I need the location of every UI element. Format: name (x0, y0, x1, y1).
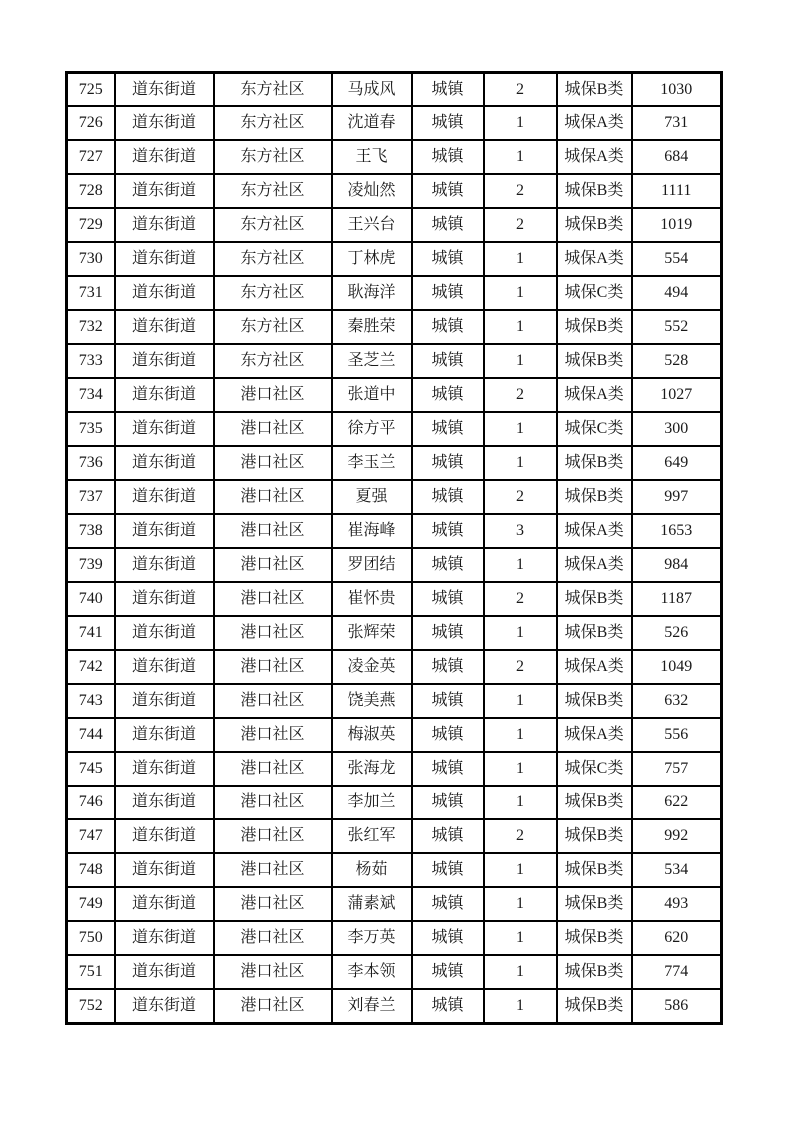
cell-amount: 1027 (632, 378, 722, 412)
cell-community: 港口社区 (214, 786, 332, 820)
cell-serial-number: 729 (67, 208, 115, 242)
cell-serial-number: 732 (67, 310, 115, 344)
cell-assistance-category: 城保B类 (557, 684, 632, 718)
cell-amount: 586 (632, 989, 722, 1023)
cell-amount: 1111 (632, 174, 722, 208)
cell-assistance-category: 城保B类 (557, 73, 632, 107)
table-row (67, 480, 722, 514)
cell-serial-number: 748 (67, 853, 115, 887)
table-row (67, 276, 722, 310)
table-row (67, 344, 722, 378)
cell-person-name: 凌灿然 (332, 174, 412, 208)
cell-hukou-type: 城镇 (412, 242, 484, 276)
cell-street: 道东街道 (115, 887, 214, 921)
cell-assistance-category: 城保B类 (557, 174, 632, 208)
cell-assistance-category: 城保B类 (557, 887, 632, 921)
records-table (65, 71, 723, 1025)
cell-serial-number: 740 (67, 582, 115, 616)
cell-person-name: 王飞 (332, 140, 412, 174)
cell-amount: 528 (632, 344, 722, 378)
cell-person-name: 马成风 (332, 73, 412, 107)
cell-assistance-category: 城保B类 (557, 480, 632, 514)
cell-person-name: 崔怀贵 (332, 582, 412, 616)
cell-person-name: 圣芝兰 (332, 344, 412, 378)
cell-street: 道东街道 (115, 344, 214, 378)
cell-household-count: 1 (484, 752, 557, 786)
cell-household-count: 2 (484, 378, 557, 412)
cell-street: 道东街道 (115, 616, 214, 650)
cell-assistance-category: 城保A类 (557, 242, 632, 276)
cell-street: 道东街道 (115, 650, 214, 684)
cell-hukou-type: 城镇 (412, 955, 484, 989)
table-row (67, 684, 722, 718)
table-row (67, 582, 722, 616)
cell-serial-number: 737 (67, 480, 115, 514)
cell-hukou-type: 城镇 (412, 921, 484, 955)
cell-amount: 684 (632, 140, 722, 174)
cell-amount: 300 (632, 412, 722, 446)
cell-household-count: 2 (484, 650, 557, 684)
cell-serial-number: 744 (67, 718, 115, 752)
cell-amount: 997 (632, 480, 722, 514)
cell-community: 港口社区 (214, 752, 332, 786)
cell-hukou-type: 城镇 (412, 650, 484, 684)
cell-serial-number: 746 (67, 786, 115, 820)
cell-amount: 526 (632, 616, 722, 650)
cell-household-count: 2 (484, 174, 557, 208)
cell-person-name: 耿海洋 (332, 276, 412, 310)
cell-household-count: 1 (484, 310, 557, 344)
cell-assistance-category: 城保A类 (557, 140, 632, 174)
table-row (67, 446, 722, 480)
cell-hukou-type: 城镇 (412, 752, 484, 786)
cell-street: 道东街道 (115, 378, 214, 412)
cell-person-name: 凌金英 (332, 650, 412, 684)
cell-street: 道东街道 (115, 310, 214, 344)
cell-community: 港口社区 (214, 548, 332, 582)
cell-household-count: 2 (484, 73, 557, 107)
table-row (67, 378, 722, 412)
cell-community: 港口社区 (214, 412, 332, 446)
cell-community: 港口社区 (214, 718, 332, 752)
cell-assistance-category: 城保B类 (557, 310, 632, 344)
cell-person-name: 张辉荣 (332, 616, 412, 650)
cell-serial-number: 726 (67, 106, 115, 140)
cell-person-name: 崔海峰 (332, 514, 412, 548)
cell-community: 东方社区 (214, 208, 332, 242)
cell-household-count: 2 (484, 208, 557, 242)
cell-hukou-type: 城镇 (412, 582, 484, 616)
cell-street: 道东街道 (115, 242, 214, 276)
table-row (67, 989, 722, 1023)
cell-hukou-type: 城镇 (412, 140, 484, 174)
cell-amount: 731 (632, 106, 722, 140)
cell-street: 道东街道 (115, 73, 214, 107)
table-row (67, 174, 722, 208)
cell-hukou-type: 城镇 (412, 446, 484, 480)
cell-street: 道东街道 (115, 582, 214, 616)
cell-amount: 774 (632, 955, 722, 989)
cell-hukou-type: 城镇 (412, 853, 484, 887)
cell-street: 道东街道 (115, 718, 214, 752)
cell-community: 港口社区 (214, 887, 332, 921)
cell-hukou-type: 城镇 (412, 378, 484, 412)
cell-person-name: 张海龙 (332, 752, 412, 786)
table-row (67, 650, 722, 684)
cell-assistance-category: 城保B类 (557, 208, 632, 242)
cell-serial-number: 751 (67, 955, 115, 989)
cell-household-count: 1 (484, 616, 557, 650)
cell-street: 道东街道 (115, 684, 214, 718)
table-row (67, 921, 722, 955)
cell-assistance-category: 城保B类 (557, 786, 632, 820)
cell-household-count: 1 (484, 718, 557, 752)
cell-household-count: 1 (484, 921, 557, 955)
cell-amount: 757 (632, 752, 722, 786)
table-row (67, 718, 722, 752)
cell-community: 东方社区 (214, 310, 332, 344)
cell-community: 东方社区 (214, 73, 332, 107)
cell-assistance-category: 城保B类 (557, 446, 632, 480)
cell-person-name: 李加兰 (332, 786, 412, 820)
cell-street: 道东街道 (115, 514, 214, 548)
table-row (67, 514, 722, 548)
cell-household-count: 1 (484, 242, 557, 276)
cell-hukou-type: 城镇 (412, 989, 484, 1023)
cell-person-name: 徐方平 (332, 412, 412, 446)
cell-assistance-category: 城保B类 (557, 921, 632, 955)
cell-serial-number: 741 (67, 616, 115, 650)
cell-amount: 632 (632, 684, 722, 718)
cell-amount: 620 (632, 921, 722, 955)
cell-household-count: 2 (484, 819, 557, 853)
cell-hukou-type: 城镇 (412, 616, 484, 650)
cell-person-name: 李万英 (332, 921, 412, 955)
cell-street: 道东街道 (115, 921, 214, 955)
cell-assistance-category: 城保A类 (557, 548, 632, 582)
cell-street: 道东街道 (115, 548, 214, 582)
cell-street: 道东街道 (115, 208, 214, 242)
cell-person-name: 李本领 (332, 955, 412, 989)
cell-hukou-type: 城镇 (412, 718, 484, 752)
cell-assistance-category: 城保B类 (557, 582, 632, 616)
cell-community: 港口社区 (214, 989, 332, 1023)
cell-person-name: 秦胜荣 (332, 310, 412, 344)
cell-community: 港口社区 (214, 853, 332, 887)
table-row (67, 412, 722, 446)
cell-serial-number: 752 (67, 989, 115, 1023)
table-row (67, 73, 722, 107)
cell-community: 东方社区 (214, 106, 332, 140)
cell-assistance-category: 城保B类 (557, 853, 632, 887)
cell-person-name: 杨茹 (332, 853, 412, 887)
cell-household-count: 1 (484, 106, 557, 140)
table-row (67, 208, 722, 242)
cell-assistance-category: 城保B类 (557, 955, 632, 989)
cell-household-count: 1 (484, 853, 557, 887)
cell-amount: 1049 (632, 650, 722, 684)
table-row (67, 786, 722, 820)
cell-serial-number: 743 (67, 684, 115, 718)
cell-amount: 1030 (632, 73, 722, 107)
table-row (67, 819, 722, 853)
table-row (67, 752, 722, 786)
cell-hukou-type: 城镇 (412, 73, 484, 107)
table-row (67, 616, 722, 650)
cell-amount: 554 (632, 242, 722, 276)
cell-community: 港口社区 (214, 480, 332, 514)
cell-household-count: 1 (484, 412, 557, 446)
cell-amount: 493 (632, 887, 722, 921)
cell-community: 港口社区 (214, 650, 332, 684)
cell-community: 港口社区 (214, 921, 332, 955)
cell-assistance-category: 城保A类 (557, 718, 632, 752)
cell-hukou-type: 城镇 (412, 887, 484, 921)
cell-community: 港口社区 (214, 955, 332, 989)
cell-community: 港口社区 (214, 446, 332, 480)
cell-assistance-category: 城保A类 (557, 378, 632, 412)
cell-amount: 556 (632, 718, 722, 752)
cell-hukou-type: 城镇 (412, 786, 484, 820)
cell-person-name: 罗团结 (332, 548, 412, 582)
cell-amount: 984 (632, 548, 722, 582)
cell-household-count: 1 (484, 955, 557, 989)
cell-hukou-type: 城镇 (412, 684, 484, 718)
cell-household-count: 1 (484, 684, 557, 718)
cell-street: 道东街道 (115, 989, 214, 1023)
cell-amount: 1653 (632, 514, 722, 548)
cell-person-name: 张红军 (332, 819, 412, 853)
cell-household-count: 1 (484, 276, 557, 310)
cell-assistance-category: 城保C类 (557, 412, 632, 446)
records-table-body (67, 73, 722, 1024)
cell-assistance-category: 城保A类 (557, 106, 632, 140)
cell-person-name: 沈道春 (332, 106, 412, 140)
cell-amount: 534 (632, 853, 722, 887)
cell-hukou-type: 城镇 (412, 208, 484, 242)
cell-person-name: 李玉兰 (332, 446, 412, 480)
cell-household-count: 3 (484, 514, 557, 548)
table-row (67, 853, 722, 887)
table-row (67, 242, 722, 276)
cell-serial-number: 727 (67, 140, 115, 174)
cell-household-count: 2 (484, 480, 557, 514)
cell-person-name: 张道中 (332, 378, 412, 412)
cell-household-count: 1 (484, 989, 557, 1023)
cell-hukou-type: 城镇 (412, 276, 484, 310)
cell-hukou-type: 城镇 (412, 480, 484, 514)
cell-assistance-category: 城保B类 (557, 989, 632, 1023)
cell-person-name: 梅淑英 (332, 718, 412, 752)
cell-community: 港口社区 (214, 582, 332, 616)
cell-hukou-type: 城镇 (412, 344, 484, 378)
cell-assistance-category: 城保A类 (557, 650, 632, 684)
cell-hukou-type: 城镇 (412, 819, 484, 853)
cell-street: 道东街道 (115, 446, 214, 480)
cell-household-count: 1 (484, 140, 557, 174)
table-row (67, 887, 722, 921)
cell-hukou-type: 城镇 (412, 174, 484, 208)
cell-serial-number: 730 (67, 242, 115, 276)
cell-street: 道东街道 (115, 140, 214, 174)
cell-amount: 649 (632, 446, 722, 480)
cell-street: 道东街道 (115, 106, 214, 140)
cell-amount: 552 (632, 310, 722, 344)
cell-community: 港口社区 (214, 616, 332, 650)
cell-community: 东方社区 (214, 344, 332, 378)
cell-serial-number: 747 (67, 819, 115, 853)
cell-community: 港口社区 (214, 378, 332, 412)
table-row (67, 310, 722, 344)
cell-serial-number: 725 (67, 73, 115, 107)
cell-street: 道东街道 (115, 276, 214, 310)
cell-hukou-type: 城镇 (412, 412, 484, 446)
cell-amount: 1019 (632, 208, 722, 242)
cell-household-count: 1 (484, 887, 557, 921)
cell-household-count: 1 (484, 446, 557, 480)
cell-hukou-type: 城镇 (412, 548, 484, 582)
cell-amount: 992 (632, 819, 722, 853)
cell-amount: 622 (632, 786, 722, 820)
cell-serial-number: 735 (67, 412, 115, 446)
cell-community: 东方社区 (214, 174, 332, 208)
cell-serial-number: 745 (67, 752, 115, 786)
cell-household-count: 1 (484, 786, 557, 820)
cell-street: 道东街道 (115, 819, 214, 853)
cell-community: 东方社区 (214, 276, 332, 310)
cell-street: 道东街道 (115, 786, 214, 820)
cell-street: 道东街道 (115, 412, 214, 446)
cell-assistance-category: 城保B类 (557, 819, 632, 853)
cell-person-name: 王兴台 (332, 208, 412, 242)
cell-serial-number: 733 (67, 344, 115, 378)
cell-amount: 494 (632, 276, 722, 310)
cell-serial-number: 742 (67, 650, 115, 684)
cell-street: 道东街道 (115, 480, 214, 514)
cell-serial-number: 728 (67, 174, 115, 208)
cell-hukou-type: 城镇 (412, 106, 484, 140)
cell-assistance-category: 城保B类 (557, 344, 632, 378)
cell-household-count: 2 (484, 582, 557, 616)
cell-community: 港口社区 (214, 514, 332, 548)
cell-serial-number: 749 (67, 887, 115, 921)
cell-serial-number: 738 (67, 514, 115, 548)
cell-street: 道东街道 (115, 174, 214, 208)
cell-street: 道东街道 (115, 955, 214, 989)
cell-person-name: 蒲素斌 (332, 887, 412, 921)
cell-community: 港口社区 (214, 819, 332, 853)
cell-serial-number: 734 (67, 378, 115, 412)
cell-assistance-category: 城保B类 (557, 616, 632, 650)
cell-community: 东方社区 (214, 242, 332, 276)
cell-hukou-type: 城镇 (412, 514, 484, 548)
cell-amount: 1187 (632, 582, 722, 616)
cell-serial-number: 736 (67, 446, 115, 480)
cell-serial-number: 731 (67, 276, 115, 310)
table-row (67, 140, 722, 174)
cell-street: 道东街道 (115, 853, 214, 887)
cell-person-name: 饶美燕 (332, 684, 412, 718)
cell-serial-number: 739 (67, 548, 115, 582)
cell-street: 道东街道 (115, 752, 214, 786)
table-row (67, 955, 722, 989)
cell-person-name: 丁林虎 (332, 242, 412, 276)
cell-community: 港口社区 (214, 684, 332, 718)
cell-hukou-type: 城镇 (412, 310, 484, 344)
table-row (67, 106, 722, 140)
cell-serial-number: 750 (67, 921, 115, 955)
cell-community: 东方社区 (214, 140, 332, 174)
cell-person-name: 夏强 (332, 480, 412, 514)
cell-assistance-category: 城保C类 (557, 752, 632, 786)
cell-assistance-category: 城保A类 (557, 514, 632, 548)
cell-household-count: 1 (484, 548, 557, 582)
cell-person-name: 刘春兰 (332, 989, 412, 1023)
cell-assistance-category: 城保C类 (557, 276, 632, 310)
cell-household-count: 1 (484, 344, 557, 378)
table-row (67, 548, 722, 582)
